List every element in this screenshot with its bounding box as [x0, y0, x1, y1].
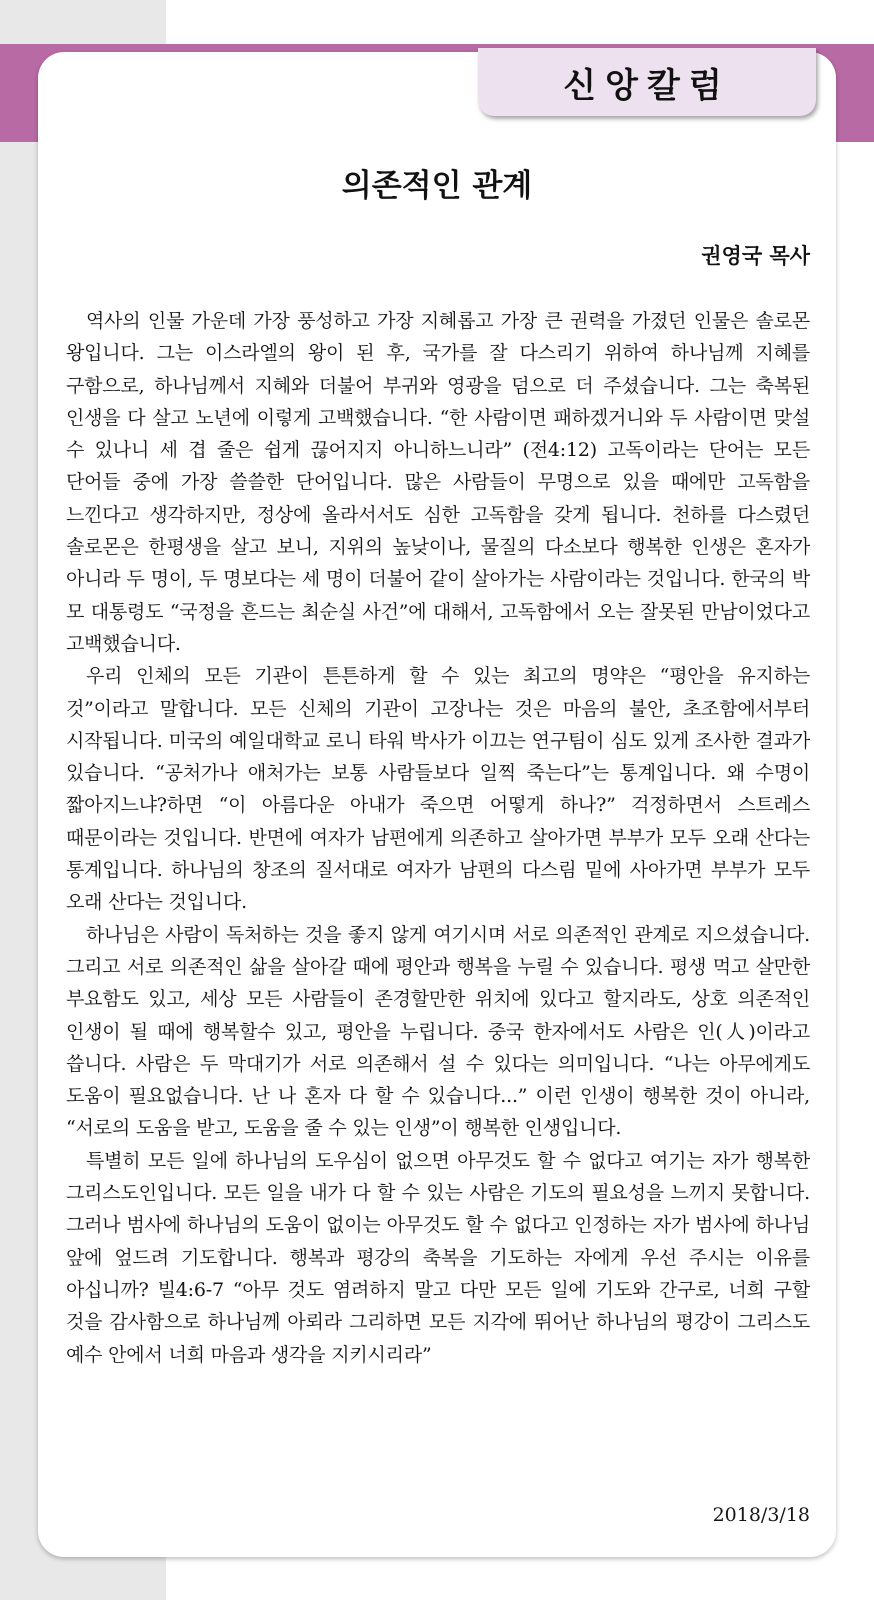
section-tab	[478, 48, 816, 116]
paragraph: 우리 인체의 모든 기관이 튼튼하게 할 수 있는 최고의 명약은 “평안을 유지하는 것”이라고 말합니다. 모든 신체의 기관이 고장나는 것은 마음의 불안, 초조함에서부터 시작됩니다. 미국의 예일대학교 로니 타워 박사가 이끄는 연구팀이 심도 있게 조사한 결과가 있습니다. “공처가나 애처가는 보통 사람들보다 일찍 죽는다”는 통계입니다. 왜 수명이 짧아지느냐?하면 “이 아름다운 아내가 죽으면 어떻게 하나?” 걱정하면서 스트레스 때문이라는 것입니다. 반면에 여자가 남편에게 의존하고 살아가면 부부가 모두 오래 산다는 통계입니다. 하나님의 창조의 질서대로 여자가 남편의 다스림 밑에 사아가면 부부가 모두 오래 산다는 것입니다.	[66, 665, 810, 914]
paragraph: 하나님은 사람이 독처하는 것을 좋지 않게 여기시며 서로 의존적인 관계로 지으셨습니다. 그리고 서로 의존적인 삶을 살아갈 때에 평안과 행복을 누릴 수 있습니다. 평생 먹고 살만한 부요함도 있고, 세상 모든 사람들이 존경할만한 위치에 있다고 할지라도, 상호 의존적인 인생이 될 때에 행복할수 있고, 평안을 누립니다. 중국 한자에서도 사람은 인(人)이라고 씁니다. 사람은 두 막대기가 서로 의존해서 설 수 있다는 의미입니다. “나는 아무에게도 도움이 필요없습니다. 난 나 혼자 다 할 수 있습니다...” 이런 인생이 행복한 것이 아니라, “서로의 도움을 받고, 도움을 줄 수 있는 인생”이 행복한 인생입니다.	[66, 923, 810, 1140]
paragraph: 역사의 인물 가운데 가장 풍성하고 가장 지혜롭고 가장 큰 권력을 가졌던 인물은 솔로몬 왕입니다. 그는 이스라엘의 왕이 된 후, 국가를 잘 다스리기 위하여 하나님께 지혜를 구함으로, 하나님께서 지혜와 더불어 부귀와 영광을 덤으로 더 주셨습니다. 그는 축복된 인생을 다 살고 노년에 이렇게 고백했습니다. “한 사람이면 패하겠거니와 두 사람이면 맞설 수 있나니 세 겹 줄은 쉽게 끊어지지 아니하느니라” (전4:12) 고독이라는 단어는 모든 단어들 중에 가장 쓸쓸한 단어입니다. 많은 사람들이 무명으로 있을 때에만 고독함을 느낀다고 생각하지만, 정상에 올라서서도 심한 고독함을 갖게 됩니다. 천하를 다스렸던 솔로몬은 한평생을 살고 보니, 지위의 높낮이나, 물질의 다소보다 행복한 인생은 혼자가 아니라 두 명이, 두 명보다는 세 명이 더불어 같이 살아가는 사람이라는 것입니다. 한국의 박 모 대통령도 “국정을 흔드는 최순실 사건”에 대해서, 고독함에서 오는 잘못된 만남이었다고 고백했습니다.	[66, 310, 810, 655]
article-body	[66, 305, 810, 1371]
article-title: 의존적인 관계	[341, 168, 533, 204]
section-label: 신앙칼럼	[563, 65, 731, 106]
paragraph: 특별히 모든 일에 하나님의 도우심이 없으면 아무것도 할 수 없다고 여기는 자가 행복한 그리스도인입니다. 모든 일을 내가 다 할 수 있는 사람은 기도의 필요성을 느끼지 못합니다. 그러나 범사에 하나님의 도움이 없이는 아무것도 할 수 없다고 인정하는 자가 범사에 하나님 앞에 엎드려 기도합니다. 행복과 평강의 축복을 기도하는 자에게 우선 주시는 이유를 아십니까? 빌4:6-7 “아무 것도 염려하지 말고 다만 모든 일에 기도와 간구로, 너희 구할 것을 감사함으로 하나님께 아뢰라 그리하면 모든 지각에 뛰어난 하나님의 평강이 그리스도 예수 안에서 너희 마음과 생각을 지키시리라”	[66, 1149, 810, 1366]
article-author: 권영국 목사	[701, 244, 810, 268]
article-date: 2018/3/18	[712, 1504, 810, 1526]
